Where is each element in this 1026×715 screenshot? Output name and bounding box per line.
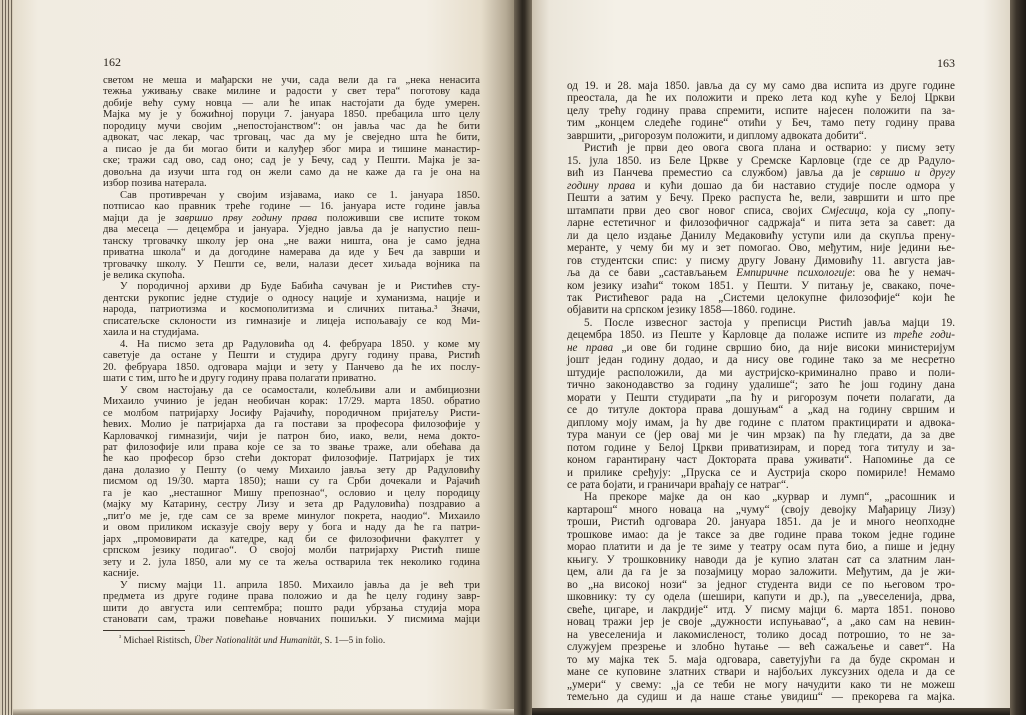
line-content: целу трећу годину права спремити, испите најесен положити па за- [567,104,955,117]
line-content: зету и 2. јула 1850, али му се та жеља остварила тек неколико година [103,556,480,568]
line-content: касније. [103,568,140,580]
line-content: дентски рукопис једне студије о односу нације и хуманизма, нације и [103,292,480,304]
text-line [567,691,955,703]
text-line [567,342,955,354]
line-content: породицу мучи својим „непостојанством“: он јавља час да ће бити [103,120,480,132]
paragraph [103,385,480,580]
line-content: преостала, да ће их положити и преко лета код куће у Белој Цркви [567,92,955,105]
text-line [103,224,480,235]
text-line [103,293,480,304]
text-line [103,75,480,86]
text-line [567,504,955,516]
text-line [103,580,480,591]
line-content: штудије расположили, да ми аустријско-криминално право и поли- [567,366,955,379]
text-line [567,679,955,691]
text-line [567,317,955,329]
text-line [103,614,480,625]
text-segment: вић из Панчева преместио са службом) јавља да је [567,167,871,180]
text-line [567,666,955,678]
line-content: дана долазио у Пешту (о чему Михаило јавља зету др Радуловићу [103,464,480,476]
line-content [103,213,480,224]
text-line [567,192,955,204]
text-line [103,201,480,212]
text-line [103,568,480,579]
text-line [567,529,955,541]
line-content: народа, патриотизма и космополитизма и сличних питања.³ Значи, [103,304,480,316]
text-line [567,105,955,117]
text-line [103,259,480,270]
text-line [103,178,480,189]
line-content: 5. После извесног застоја у преписци Ристић јавља мајци 19. [584,316,955,329]
text-segment: : ова ће у немач- [852,267,955,280]
line-content: ларне естетичног и филозофичног садржаја“ и пита зета за савет: да [567,217,955,230]
line-content: ком језику изаћи“ током 1851. у Пешти. У питању је, свакако, поче- [567,279,955,292]
text-segment: мајци да је [103,212,176,224]
text-line [567,130,955,142]
line-content: се молбом патријарху Јосифу Рајачићу, породичном пријатељу Ристи- [103,407,480,419]
text-line [103,431,480,442]
right-page-bottom-edge [530,708,1026,715]
text-segment: положивши све испите током [317,212,480,224]
italic-text: не права [567,341,614,354]
text-line [103,270,480,281]
line-content: гов студентски спис: у писму другу Јовану Димовићу 11. августа јав- [567,254,955,267]
paragraph [567,317,955,492]
text-line [567,442,955,454]
text-line [567,554,955,566]
line-content: У писму мајци 11. априла 1850. Михаило јавља да је већ три [120,579,480,591]
text-line [103,442,480,453]
italic-text: свршио и другу [870,167,955,180]
text-line [567,641,955,653]
text-line [567,616,955,628]
line-content: светом не меша и мађарски не учи, сада вели да га „нека ненасита [103,75,480,86]
text-line [103,109,480,120]
line-content: од 19. и 28. маја 1850. јавља да су му само два испита из друге године [567,80,955,92]
line-content: предмета из друге године права положио и да ће целу годину завр- [103,591,480,603]
line-content: потом године у Белој Цркви приватизирам, и поред тога титулу и за- [567,441,955,454]
line-content: на увеселенија и лакомисленост, толико досад потрошио, то не за- [567,628,955,641]
line-content: јарх „промовирати да катедре, кад би се филозофични факултет у [103,533,480,545]
text-line [567,80,955,92]
line-content: га је као „несташног Мишу препознао“, ословио и целу породицу [103,487,480,499]
line-content: У породичној архиви др Буде Бабића сачуван је и Ристићев сту- [120,281,480,293]
line-content [567,180,955,192]
text-line [103,236,480,247]
line-content: а писао је да би могао бити и калуђер због мира и тишине манастир- [103,143,480,155]
line-content: саветује да остане у Пешти и студира другу годину права, Ристић [103,350,480,362]
left-page-bottom-edge [13,709,516,715]
left-page-body-text [103,75,480,626]
line-content: јошт један годину додао, и да нису ове године тако за ме несретно [567,354,955,367]
line-content: 20. фебруара 1850. одговара мајци и зету у Панчево да ће их послу- [103,361,480,373]
line-content: Пешти а затим у Бечу. Преко распуста ће, вели, завршити и што пре [567,192,955,205]
line-content: књигу. У трошковнику наводи да је купио златан сат са златним лан- [567,553,955,566]
text-segment: , која су „попу- [865,204,955,217]
text-line [567,379,955,391]
text-line [567,155,955,167]
line-content: и овом приликом исказује своју веру у бога и наду да ће га патри- [103,522,480,534]
text-line [567,392,955,404]
paragraph [103,75,480,190]
line-content: У свом настојању да се осамостали, колебљиви али и амбициозни [120,384,480,396]
text-line [103,121,480,132]
paragraph [567,80,955,142]
line-content: је велика скупоћа. [103,269,185,281]
text-line [567,629,955,641]
line-content: добије већу суму новца — али ће ипак настојати да буде умерен. [103,97,480,109]
line-content: 4. На писмо зета др Радуловића од 4. фебруара 1850. у коме му [120,338,480,350]
line-content [567,167,955,179]
text-line [103,316,480,327]
footnote-text: , S. 1—5 in folio. [319,636,386,646]
line-content: тично законодавство за годину удалише“; зато ће још годину дана [567,379,955,392]
line-content: шити до августа или септембра; пошто ради убрзања студија мора [103,602,480,614]
footnote-marker: ³ [119,634,122,642]
footnote-text: Michael Ristitsch, [123,636,195,646]
line-content: цем, али да га је за позајмицу морао заложити. Међутим, да је жи- [567,566,955,579]
line-content: српском језику подигао“. О својој молби патријарху Ристић пише [103,545,480,557]
line-content: „умери“ у свему: „ја се теби не могу начудити како ти не можеш [567,678,955,691]
text-line [567,242,955,254]
line-content: писмом од 19/30. марта 1850); наши су га Срби дочекали и Рајачић [103,476,480,488]
line-content: картарош“ много новаца на „чуму“ (своју девојку Мађарицу Лизу) [567,503,955,516]
text-line [567,566,955,578]
text-segment: децембра 1850. из Пеште у Карловце да полаже испите из [567,329,894,342]
line-content: Карловачкој гимназији, чији је патрон био, иако, вели, нема докто- [103,430,480,442]
text-line [103,453,480,464]
line-content: списатељске склоности из гимназије и лицеја испољавају се код Ми- [103,315,480,327]
page-number-left: 162 [103,55,121,69]
text-line [103,98,480,109]
text-line [103,339,480,350]
text-line [103,419,480,430]
line-content: коном гарантирану част Доктората права уживати“. Напомиње да се [567,454,955,467]
text-line [567,217,955,229]
text-line [103,281,480,292]
paragraph [103,281,480,338]
text-line [567,591,955,603]
line-content: диплому моју имам, ја ћу две године с платом практицирати и адвока- [567,416,955,429]
text-line [103,591,480,602]
text-line [103,86,480,97]
text-segment: „и ове би године свршио био, да није високи министеријум [613,341,955,354]
line-content: завршити, „ригорозум положити, и диплому адвоката добити“. [567,129,867,142]
line-content: морао платити и да је те зиме у театру осам пута био, а пише и једну [567,541,955,554]
paragraph [567,491,955,703]
text-line [567,417,955,429]
text-line [567,354,955,366]
text-line [567,117,955,129]
line-content: морати у Пешти студирати „па ћу и ригорозум почети полагати, да [567,391,955,404]
text-line [567,604,955,616]
line-content: трошкове имао: да је таксе за две године права током једне године [567,528,955,541]
text-segment: ља да се бави „састављањем [567,267,737,280]
page-stack-edges [0,0,14,715]
text-line [103,247,480,258]
italic-text: треће годи- [893,329,955,342]
text-line [103,167,480,178]
line-content: новац тражи јер је своје „дужности испуњавао“, а „ако сам на невин- [567,616,955,629]
text-line [567,92,955,104]
italic-text: Емпиричне психологије [736,267,853,280]
text-segment: штампати први део свог новог списа, својих [567,204,822,217]
text-line [567,267,955,279]
text-line [567,491,955,503]
line-content: ћевих. Молио је патријарха да га постави за професора филозофије у [103,419,480,431]
text-line [103,144,480,155]
text-line [103,545,480,556]
line-content: ли да цело издање Данилу Медаковићу уступи или да скупља прену- [567,229,955,242]
text-line [103,190,480,201]
text-line [103,465,480,476]
paragraph [103,580,480,626]
text-line [103,534,480,545]
line-content: темељно да судиш и да наше стање увидиш“ — прекорева га мајка. [567,690,955,703]
line-content: шати с тим, што ће и другу годину права полагати приватно. [103,373,377,385]
line-content: (мајку му Катарину, сестру Лизу и зета др Радуловића) поздравио а [103,499,480,511]
footnote-italic-text: Über Nationalität und Humanität [194,636,320,646]
text-line [103,304,480,315]
line-content: Сав противречан у својим изјавама, иако се 1. јануара 1850. [120,189,480,201]
text-line [103,476,480,487]
line-content: Мајка му је у божићној поруци 7. јануара 1850. пребацила што целу [103,109,480,121]
line-content: рат филозофије или права које се за то звање траже, али обећава да [103,442,480,453]
text-line [567,429,955,441]
text-line [103,385,480,396]
text-line [567,167,955,179]
line-content: так Ристићевог рада на „Системи целокупне филозофије“ који ће [567,291,955,304]
line-content: мане се куповине златних ствари и најбољих луксузних одела и да се [567,666,955,679]
line-content: адвокат, час лекар, час трговац, час да му је свеједно шта ће бити, [103,132,480,144]
text-line [103,362,480,373]
text-line [103,511,480,522]
line-content [567,267,955,279]
text-line [567,404,955,416]
text-line [567,516,955,528]
line-content: во „на високој нози“ за једног студента види се по његовом тро- [567,578,955,591]
line-content: ће као професор брзо стећи докторат филозофије. Патријарх је тих [103,453,480,465]
line-content: танску трговачку школу јер она „не важи ништа, она је само једна [103,235,480,247]
line-content: хаила и на студијама. [103,327,200,339]
line-content: и прилике сређују: „Пруска се и Аустрија скоро помириле! Немамо [567,466,955,479]
text-line [567,180,955,192]
text-line [103,155,480,166]
text-line [567,479,955,491]
text-line [567,541,955,553]
line-content: На прекоре мајке да он као „курвар и лумп“, „расошник и [584,491,955,504]
paragraph [567,142,955,317]
text-line [567,304,955,316]
line-content: приватна школа“ и да догодине намерава да иде у Беч да заврши и [103,247,480,259]
text-line [567,142,955,154]
italic-text: годину права [567,179,636,192]
text-line [103,408,480,419]
line-content: објавити на српском језику 1858—1860. године. [567,304,796,317]
line-content: становати сам, тражи повећање новчаних пошиљки. У писмима мајци [103,614,480,626]
text-line [567,367,955,379]
text-line [567,280,955,292]
text-line [103,488,480,499]
text-line [567,467,955,479]
line-content: свеће, цигаре, и лакрдије“ итд. У писму мајци 6. марта 1851. поново [567,603,955,616]
italic-text: Смјесица [821,204,866,217]
line-content: Михаило учинио је један необичан корак: 17/29. марта 1850. обратио [103,396,480,408]
line-content: Ристић је први део овога свога плана и остварио: у писму зету [584,142,955,155]
line-content [567,342,955,354]
text-line [103,327,480,338]
paragraph [103,339,480,385]
text-line [567,292,955,304]
text-line [103,132,480,143]
line-content: „пит'о ме је, где сам се за време минулог покрета, наодио“. Михаило [103,510,480,522]
line-content: троши, Ристић одговара 20. јануара 1851. да је и много неопходне [567,516,955,529]
line-content: два месеца — децембра и јануара. Уједно јавља да је напустио пеш- [103,224,480,236]
text-line [103,522,480,533]
text-line [103,603,480,614]
right-page-body-text [567,80,955,703]
text-line [567,329,955,341]
paragraph [103,190,480,282]
text-line [103,373,480,384]
text-line [567,205,955,217]
line-content: ске; тражи сад ово, сад оно; сад је у Бечу, сад у Пешти. Мајка је за- [103,155,480,167]
page-number-right: 163 [937,56,955,70]
gutter-shadow [514,0,532,715]
line-content: служујем презрење и злобно ћутање — већ сажаљење и савет“. На [567,641,955,654]
text-line [567,654,955,666]
footnote-rule [103,630,185,631]
text-line [103,396,480,407]
line-content: шковнику: ту су одела (шешири, капути и др.), па „увеселенија, дрва, [567,591,955,604]
footnote [103,633,480,647]
line-content: се до титуле доктора права дошуњам“ а „кад на годину свршим и [567,404,955,417]
text-line [567,230,955,242]
page-edge-right [1010,0,1026,715]
line-content: се рата бојати, и граничари враћају се натраг“. [567,479,789,491]
line-content: довољна да изучи шта год он жели само да не каже да га је она на [103,166,480,178]
line-content [567,329,955,341]
line-content: меранте, у чему би му и зет помогао. Ово, међутим, није једини ње- [567,242,955,255]
text-line [103,350,480,361]
text-line [567,454,955,466]
italic-text: завршио прву годину права [175,212,318,224]
line-content: тура мануи се (јер овај ми је чин мрзак) па ћу гледати, да за две [567,429,955,442]
text-line [103,499,480,510]
line-content: тим „концем следеће године“ отићи у Беч, тамо пету годину права [567,117,955,130]
text-line [103,213,480,224]
line-content: 15. јула 1850. из Беле Цркве у Сремске Карловце (где се др Радуло- [567,154,955,167]
line-content: то му мајка тек 5. маја одговара, саветујући га да буде скроман и [567,653,955,666]
line-content: избор позива натерала. [103,178,207,190]
line-content: тежња уживању сваке милине и радости у свет тера“ поготову када [103,86,480,98]
line-content [567,205,955,217]
text-line [567,255,955,267]
line-content: потписао као правник треће године — 16. јануара исте године јавља [103,201,480,213]
text-line [567,579,955,591]
text-segment: и кући дошао да би наставио студије после одмора у [635,179,955,192]
text-line [103,557,480,568]
line-content: трговачку школу. У Пешти се, вели, налази десет хиљада војника па [103,258,480,270]
